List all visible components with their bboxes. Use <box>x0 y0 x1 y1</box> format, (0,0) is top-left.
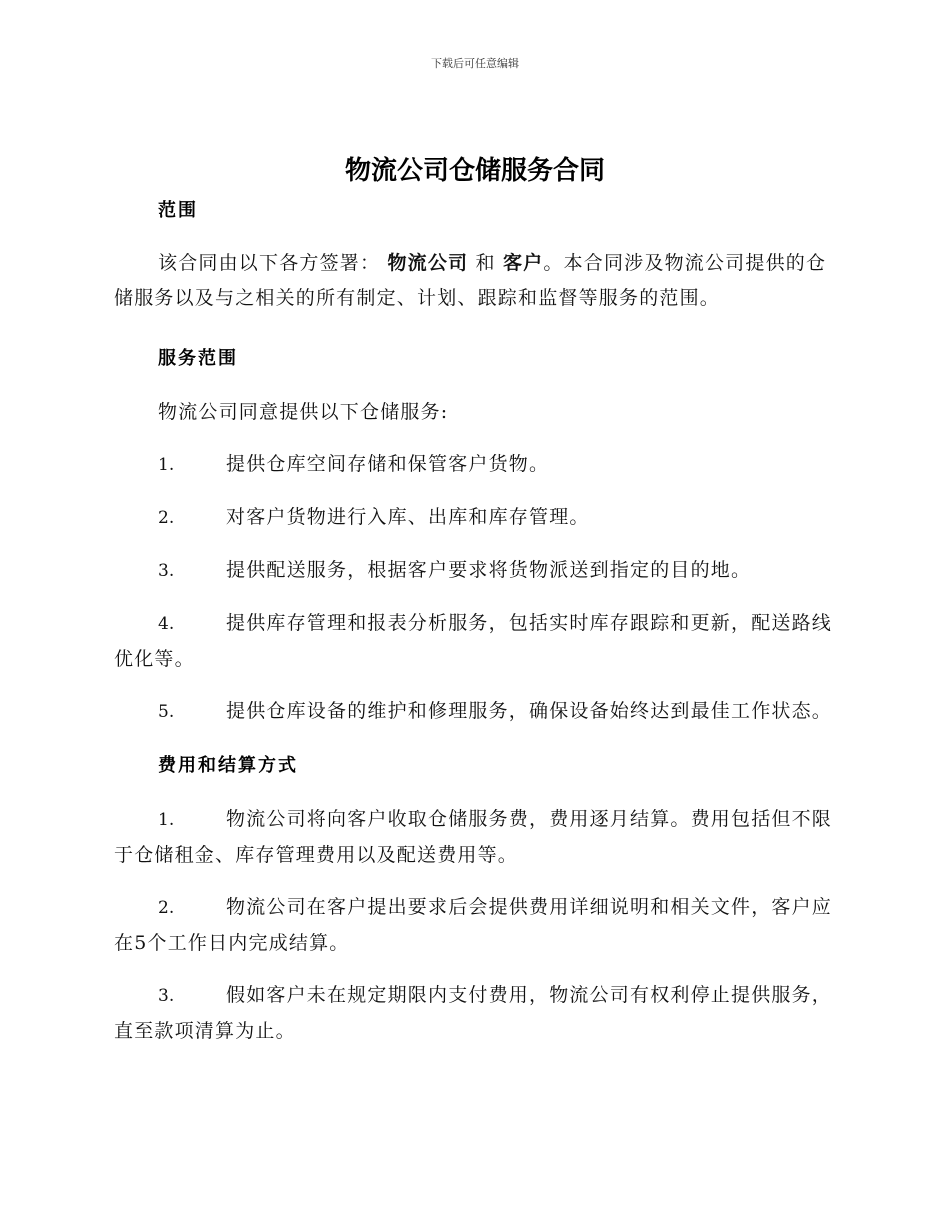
fee-item: 1. 物流公司将向客户收取仓储服务费，费用逐月结算。费用包括但不限于仓储租金、库存管理费用以及配送费用等。 <box>114 808 833 866</box>
section-heading-fees: 费用和结算方式 <box>158 755 298 776</box>
document-title: 物流公司仓储服务合同 <box>344 156 605 186</box>
section-heading-services: 服务范围 <box>158 348 238 369</box>
service-item: 1. 提供仓库空间存储和保管客户货物。 <box>158 453 550 475</box>
service-item: 3. 提供配送服务，根据客户要求将货物派送到指定的目的地。 <box>158 559 752 581</box>
service-item: 2. 对客户货物进行入库、出库和库存管理。 <box>158 506 590 528</box>
scope-paragraph: 该合同由以下各方签署： 物流公司 和 客户。本合同涉及物流公司提供的仓储服务以及与之相关的所有制定、计划、跟踪和监督等服务的范围。 <box>114 252 827 309</box>
party-client: 客户 <box>502 252 544 274</box>
fee-item: 3. 假如客户未在规定期限内支付费用，物流公司有权利停止提供服务，直至款项清算为止。 <box>114 984 833 1042</box>
party-logistics: 物流公司 <box>387 252 469 274</box>
services-intro: 物流公司同意提供以下仓储服务: <box>158 401 449 423</box>
service-item: 4. 提供库存管理和报表分析服务，包括实时库存跟踪和更新，配送路线优化等。 <box>114 612 833 670</box>
service-item: 5. 提供仓库设备的维护和修理服务，确保设备始终达到最佳工作状态。 <box>158 700 833 722</box>
document-body <box>114 192 832 1049</box>
fee-item: 2. 物流公司在客户提出要求后会提供费用详细说明和相关文件，客户应在5个工作日内完成结算。 <box>114 896 833 954</box>
section-heading-scope: 范围 <box>158 200 198 221</box>
header-note: 下载后可任意编辑 <box>431 57 519 70</box>
